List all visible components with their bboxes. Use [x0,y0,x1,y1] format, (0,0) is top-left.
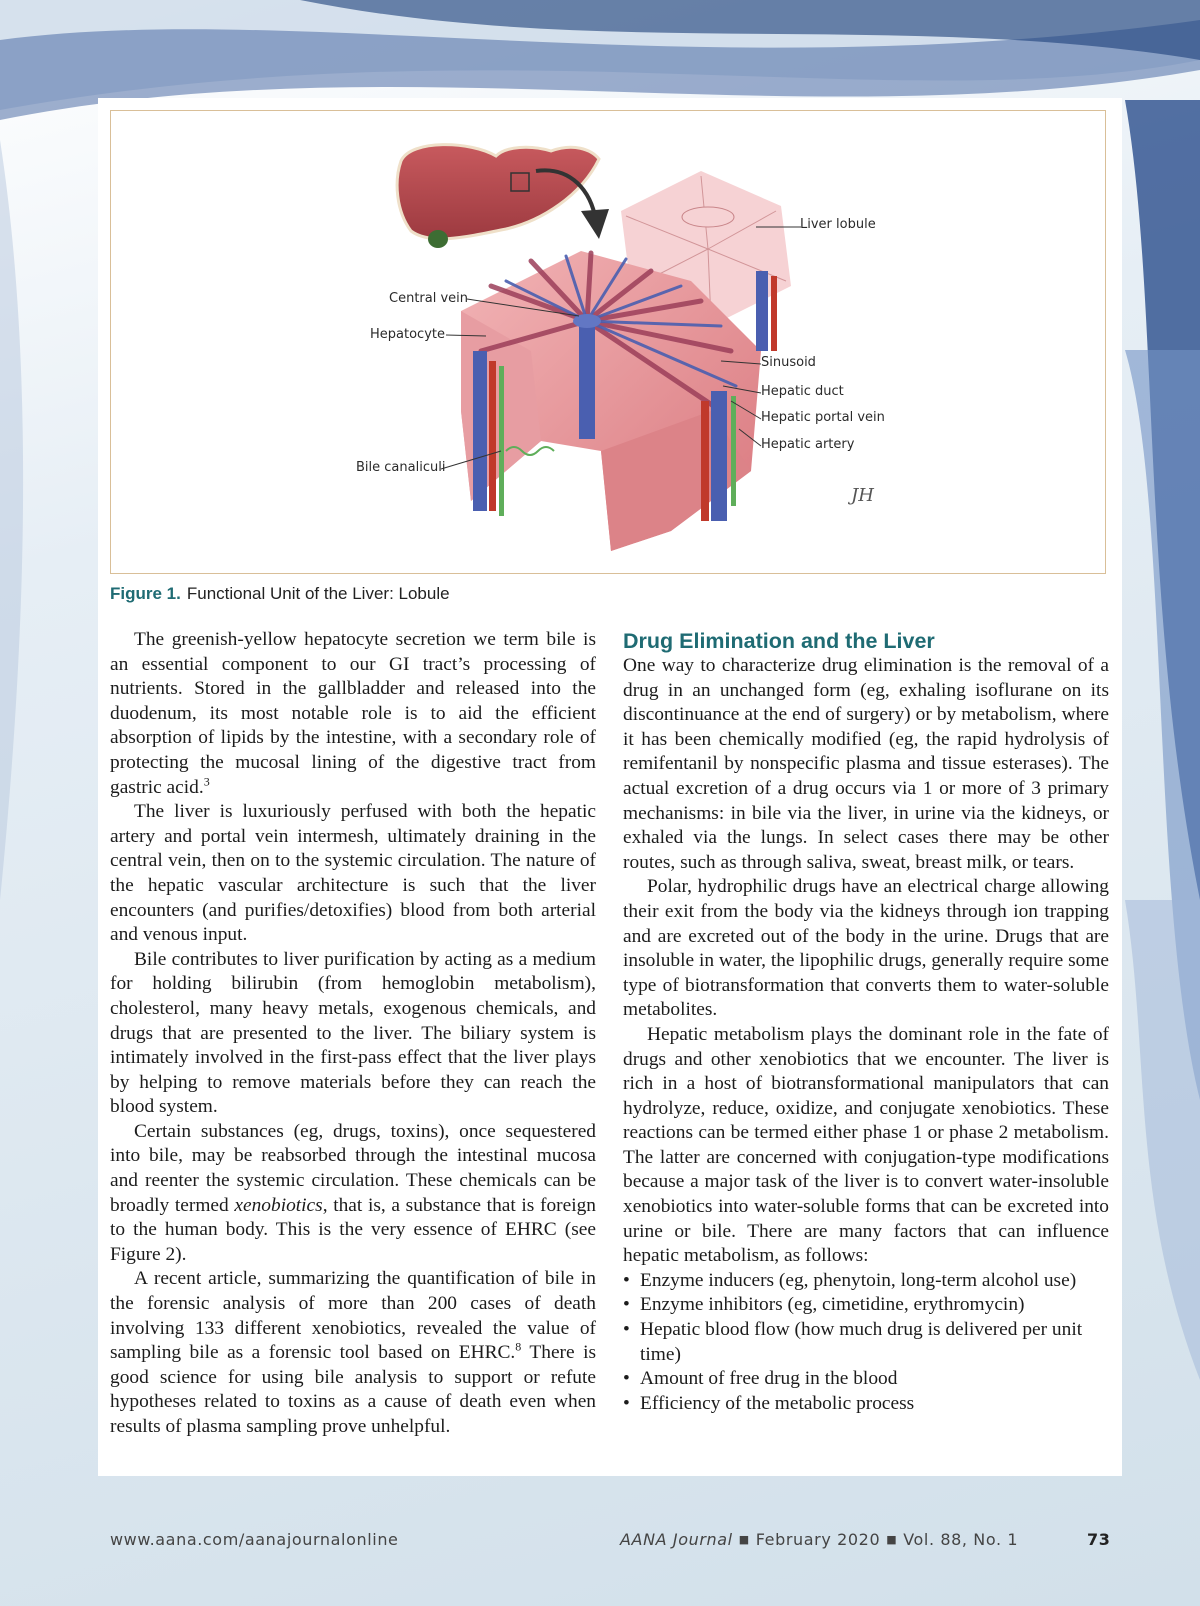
right-column [623,628,1109,1416]
separator-icon: ■ [738,1533,750,1546]
footer-citation [620,1530,1018,1549]
footer-url[interactable]: www.aana.com/aanajournalonline [110,1530,399,1549]
figure-caption-text: Functional Unit of the Liver: Lobule [186,584,450,603]
list-item: • Hepatic blood flow (how much drug is delivered per unit time) [623,1318,1109,1367]
journal-name: AANA Journal [620,1530,733,1549]
central-vein-shape [579,319,595,439]
paragraph: Polar, hydrophilic drugs have an electrical charge allowing their exit from the body via the kidneys through ion trapping and are excreted out of the body in the urine. Drugs that are insoluble in water, the lipophilic drugs, generally require some type of biotransformation that converts them to water-soluble metabolites. [623,876,1110,1021]
paragraph: Hepatic metabolism plays the dominant role in the fate of drugs and other xenobiotics that we encounter. The liver is rich in a host of biotransformational manipulators that can hydrolyze, reduce, oxidize, and conjugate xenobiotics. These reactions can be termed either phase 1 or phase 2 metabolism. The latter are concerned with conjugation-type modifications because a major task of the liver is to convert water-insoluble xenobiotics into water-soluble forms that can be excreted into urine or bile. There are many factors that can influence hepatic metabolism, as follows: [623,1023,1109,1267]
figure-caption-label: Figure 1. [110,584,181,603]
label-bile-canaliculi: Bile canaliculi [356,460,446,475]
list-item: • Enzyme inducers (eg, phenytoin, long-term alcohol use) [623,1269,1109,1294]
separator-icon: ■ [886,1533,898,1546]
svg-text:JH: JH [851,485,874,506]
paragraph: The greenish-yellow hepatocyte secretion we term bile is an essential component to our GI tract’s processing of nutrients. Stored in the gallbladder and released into the duodenum, its most notable role is to aid the efficient absorption of lipids by the intestine, with a secondary role of protecting the mucosal lining of the digestive tract from gastric acid.$^3$ [110,629,596,798]
list-item: • Amount of free drug in the blood [623,1367,1109,1392]
liver-organ [397,145,599,239]
issue-date: February 2020 [755,1530,881,1549]
factor-list [623,1269,1109,1417]
gallbladder [428,230,448,248]
reference-link[interactable]: 3 [203,774,210,789]
list-item: • Enzyme inhibitors (eg, cimetidine, erythromycin) [623,1293,1109,1318]
duct-left [499,366,504,516]
label-central-vein: Central vein [389,291,469,306]
label-hepatic-portal-vein: Hepatic portal vein [761,410,885,425]
paragraph: One way to characterize drug elimination is the removal of a drug in an unchanged form (eg, exhaling isoflurane on its discontinuance at the end of surgery) or by metabolism, where it has been chemically modified (eg, the rapid hydrolysis of remifentanil by nonspecific plasma and tissue esterases). The actual excretion of a drug occurs via 1 or more of 3 primary mechanisms: in bile via the liver, in urine via the kidneys, or exhaled via the lungs. In select cases there may be other routes, such as through saliva, sweat, breast milk, or tears. [623,655,1109,873]
reference-link[interactable]: 8 [515,1339,522,1354]
figure-1-illustration [110,110,1106,574]
page-sheet [98,98,1122,1476]
list-item: • Efficiency of the metabolic process [623,1392,1109,1417]
label-hepatic-duct: Hepatic duct [761,384,844,399]
liver-lobule-diagram [111,111,1104,572]
duct-right [731,396,736,506]
paragraph: The liver is luxuriously perfused with both the hepatic artery and portal vein intermesh, ultimately draining in the central vein, then on to the systemic circulation. The nature of the hepatic vascular architecture is such that the liver encounters (and purifies/detoxifies) blood from both arterial and venous input. [110,801,596,946]
arrow-icon [581,209,609,239]
page-number: 73 [1087,1530,1111,1549]
figure-caption [110,584,1106,604]
artery-left [489,361,496,511]
portal-vein-right [711,391,727,521]
section-heading: Drug Elimination and the Liver [623,629,935,653]
label-hepatocyte: Hepatocyte [370,327,445,342]
artery-right [701,401,709,521]
paragraph: A recent article, summarizing the quantification of bile in the forensic analysis of more than 200 cases of death involving 133 different xenobiotics, revealed the value of sampling bile as a forensic tool based on EHRC.$^8$ There is good science for using bile analysis to support or refute hypotheses related to toxins as a cause of death even when results of plasma sampling prove unhelpful. [110,1268,596,1437]
portal-vein-left [473,351,487,511]
left-column [110,628,596,1440]
paragraph: Bile contributes to liver purification by acting as a medium for holding bilirubin (from hemoglobin metabolism), cholesterol, many heavy metals, exogenous chemicals, and drugs that are presented to the liver. The biliary system is intimately involved in the first-pass effect that the liver plays by helping to remove materials before they can reach the blood system. [110,948,596,1118]
label-liver-lobule: Liver lobule [800,217,876,232]
volume-number: Vol. 88, No. 1 [903,1530,1019,1549]
label-hepatic-artery: Hepatic artery [761,437,855,452]
paragraph: Certain substances (eg, drugs, toxins), once sequestered into bile, may be reabsorbed through the intestinal mucosa and reenter the systemic circulation. These chemicals can be broadly termed xenobiotics, that is, a substance that is foreign to the human body. This is the very essence of EHRC (see Figure 2). [110,1120,597,1265]
label-sinusoid: Sinusoid [761,355,816,370]
